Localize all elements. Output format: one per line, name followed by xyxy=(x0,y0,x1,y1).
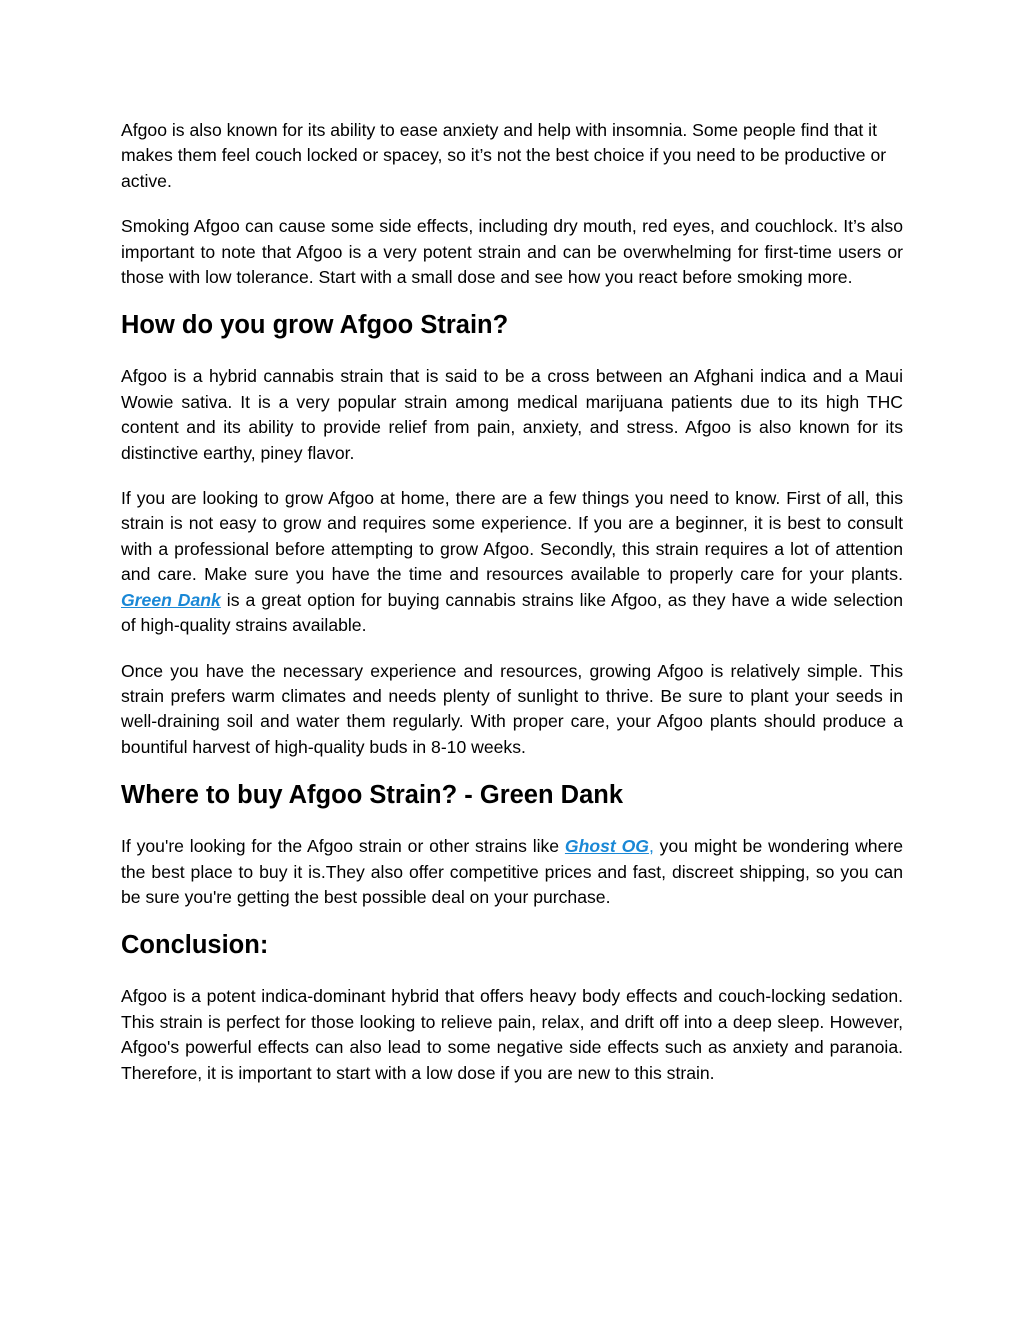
heading-conclusion: Conclusion: xyxy=(121,931,269,960)
ghost-og-link-comma: , xyxy=(648,836,654,857)
heading-where-to-buy: Where to buy Afgoo Strain? - Green Dank xyxy=(121,781,624,810)
green-dank-link[interactable]: Green Dank xyxy=(121,589,221,610)
paragraph-side-effects: Smoking Afgoo can cause some side effects, including dry mouth, red eyes, and couchlock. It’s also important to note that Afgoo is a very potent strain and can be overwhelming for first-time users or those with low tolerance. Start with a small dose and see how you react before smoking more. xyxy=(121,216,903,288)
document-page xyxy=(121,118,903,1106)
paragraph-grow-at-home xyxy=(121,486,903,638)
paragraph-hybrid-description: Afgoo is a hybrid cannabis strain that is said to be a cross between an Afghani indica and a Maui Wowie sativa. It is a very popular strain among medical marijuana patients due to its high THC content and its ability to provide relief from pain, anxiety, and stress. Afgoo is also known for its distinctive earthy, piney flavor. xyxy=(121,366,903,463)
paragraph-anxiety-insomnia: Afgoo is also known for its ability to ease anxiety and help with insomnia. Some people find that it makes them feel couch locked or spacey, so it’s not the best choice if you need to be productive or active. xyxy=(121,120,887,191)
paragraph-where-to-buy-text-start: If you're looking for the Afgoo strain or other strains like xyxy=(121,836,565,857)
paragraph-growing-simple: Once you have the necessary experience and resources, growing Afgoo is relatively simple. This strain prefers warm climates and needs plenty of sunlight to thrive. Be sure to plant your seeds in well-draining soil and water them regularly. With proper care, your Afgoo plants should produce a bountiful harvest of high-quality buds in 8-10 weeks. xyxy=(121,660,903,757)
paragraph-grow-at-home-text-start: If you are looking to grow Afgoo at home, there are a few things you need to know. First of all, this strain is not easy to grow and requires some experience. If you are a beginner, it is best to consult with a professional before attempting to grow Afgoo. Secondly, this strain requires a lot of attention and care. Make sure you have the time and resources available to properly care for your plants. xyxy=(121,488,903,585)
paragraph-where-to-buy xyxy=(121,834,903,910)
paragraph-grow-at-home-text-end: is a great option for buying cannabis strains like Afgoo, as they have a wide selection of high-quality strains available. xyxy=(121,589,903,636)
paragraph-where-to-buy-text-end: you might be wondering where the best place to buy it is.They also offer competitive prices and fast, discreet shipping, so you can be sure you're getting the best possible deal on your purchase. xyxy=(121,836,903,907)
ghost-og-link[interactable]: Ghost OG xyxy=(564,836,649,857)
heading-how-to-grow: How do you grow Afgoo Strain? xyxy=(121,311,509,340)
paragraph-conclusion: Afgoo is a potent indica-dominant hybrid that offers heavy body effects and couch-locking sedation. This strain is perfect for those looking to relieve pain, relax, and drift off into a deep sleep. However, Afgoo's powerful effects can also lead to some negative side effects such as anxiety and paranoia. Therefore, it is important to start with a low dose if you are new to this strain. xyxy=(121,986,903,1083)
